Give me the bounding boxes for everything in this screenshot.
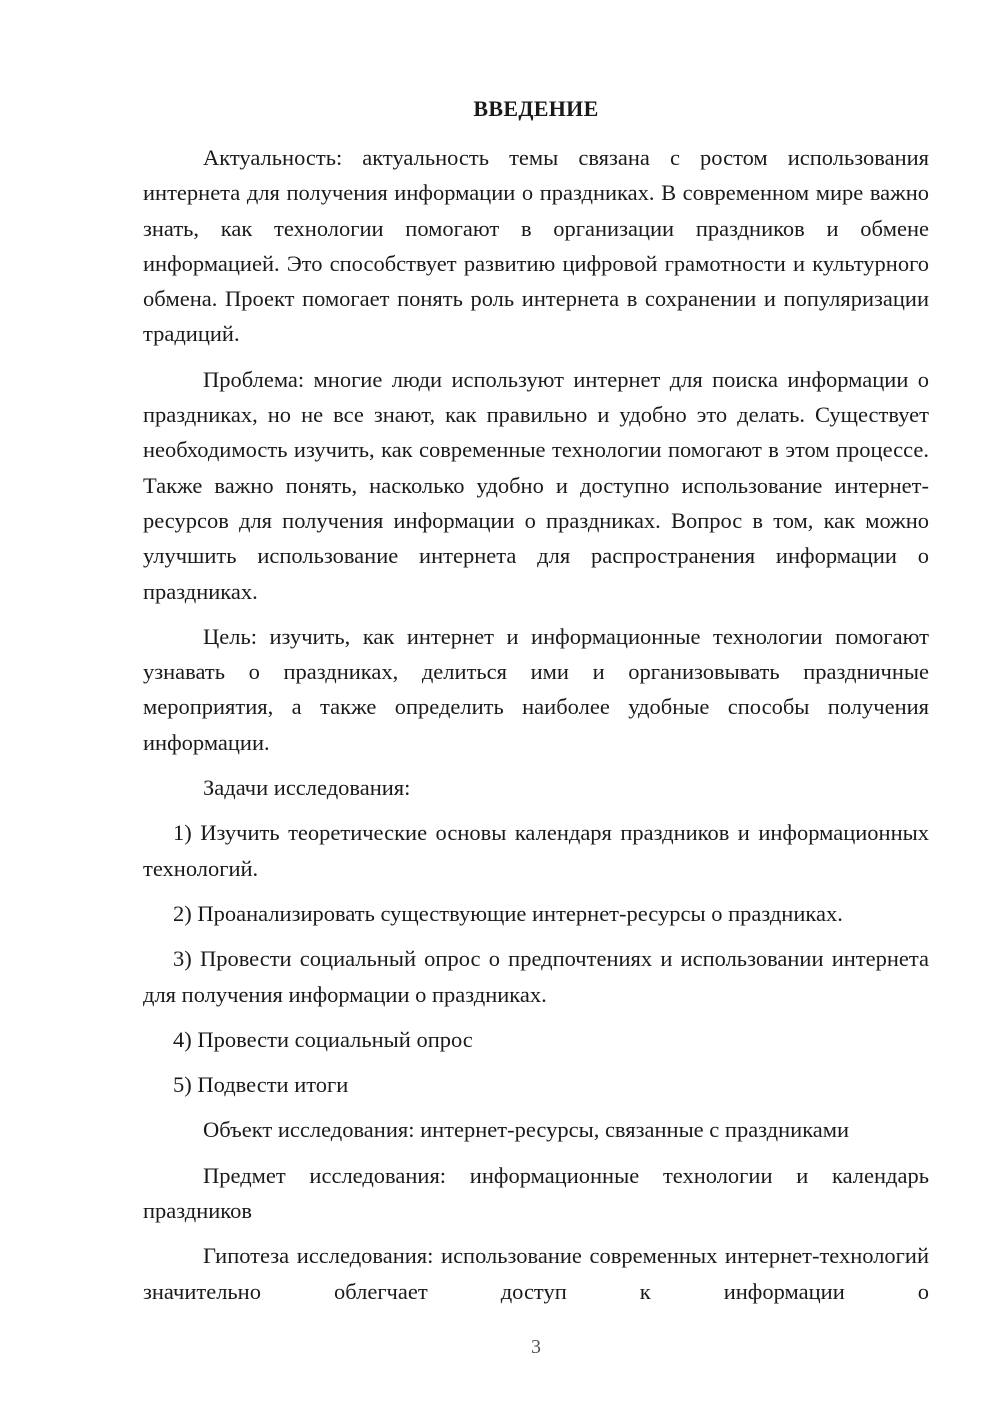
task-item-3: 3) Провести социальный опрос о предпочтениях и использовании интернета для получения информации о праздниках. [143,946,929,1007]
problem-paragraph: Проблема: многие люди используют интернет для поиска информации о праздниках, но не все знают, как правильно и удобно это делать. Существует необходимость изучить, как современные технологии помогают в этом процессе. Также важно понять, насколько удобно и доступно использование интернет-ресурсов для получения информации о праздниках. Вопрос в том, как можно улучшить использование интернета для распространения информации о праздниках. [143,366,929,604]
section-title: ВВЕДЕНИЕ [473,96,599,121]
tasks-heading: Задачи исследования: [203,775,411,801]
task-item-4: 4) Провести социальный опрос [173,1026,473,1052]
hypothesis-paragraph: Гипотеза исследования: использование современных интернет-технологий значительно облегчает доступ к информации о [143,1243,929,1304]
goal-paragraph: Цель: изучить, как интернет и информационные технологии помогают узнавать о праздниках, делиться ими и организовывать праздничные мероприятия, а также определить наиболее удобные способы получения информации. [143,623,929,755]
document-body [143,140,929,1319]
page-number: 3 [531,1336,541,1358]
task-item-1: 1) Изучить теоретические основы календаря праздников и информационных технологий. [143,820,929,881]
task-item-2: 2) Проанализировать существующие интернет-ресурсы о праздниках. [173,900,843,926]
task-item-5: 5) Подвести итоги [173,1072,349,1098]
research-subject-paragraph: Предмет исследования: информационные технологии и календарь праздников [143,1162,929,1224]
relevance-paragraph: Актуальность: актуальность темы связана с ростом использования интернета для получения информации о праздниках. В современном мире важно знать, как технологии помогают в организации праздников и обмене информацией. Это способствует развитию цифровой грамотности и культурного обмена. Проект помогает понять роль интернета в сохранении и популяризации традиций. [143,145,929,347]
research-object-paragraph: Объект исследования: интернет-ресурсы, связанные с праздниками [203,1117,850,1143]
